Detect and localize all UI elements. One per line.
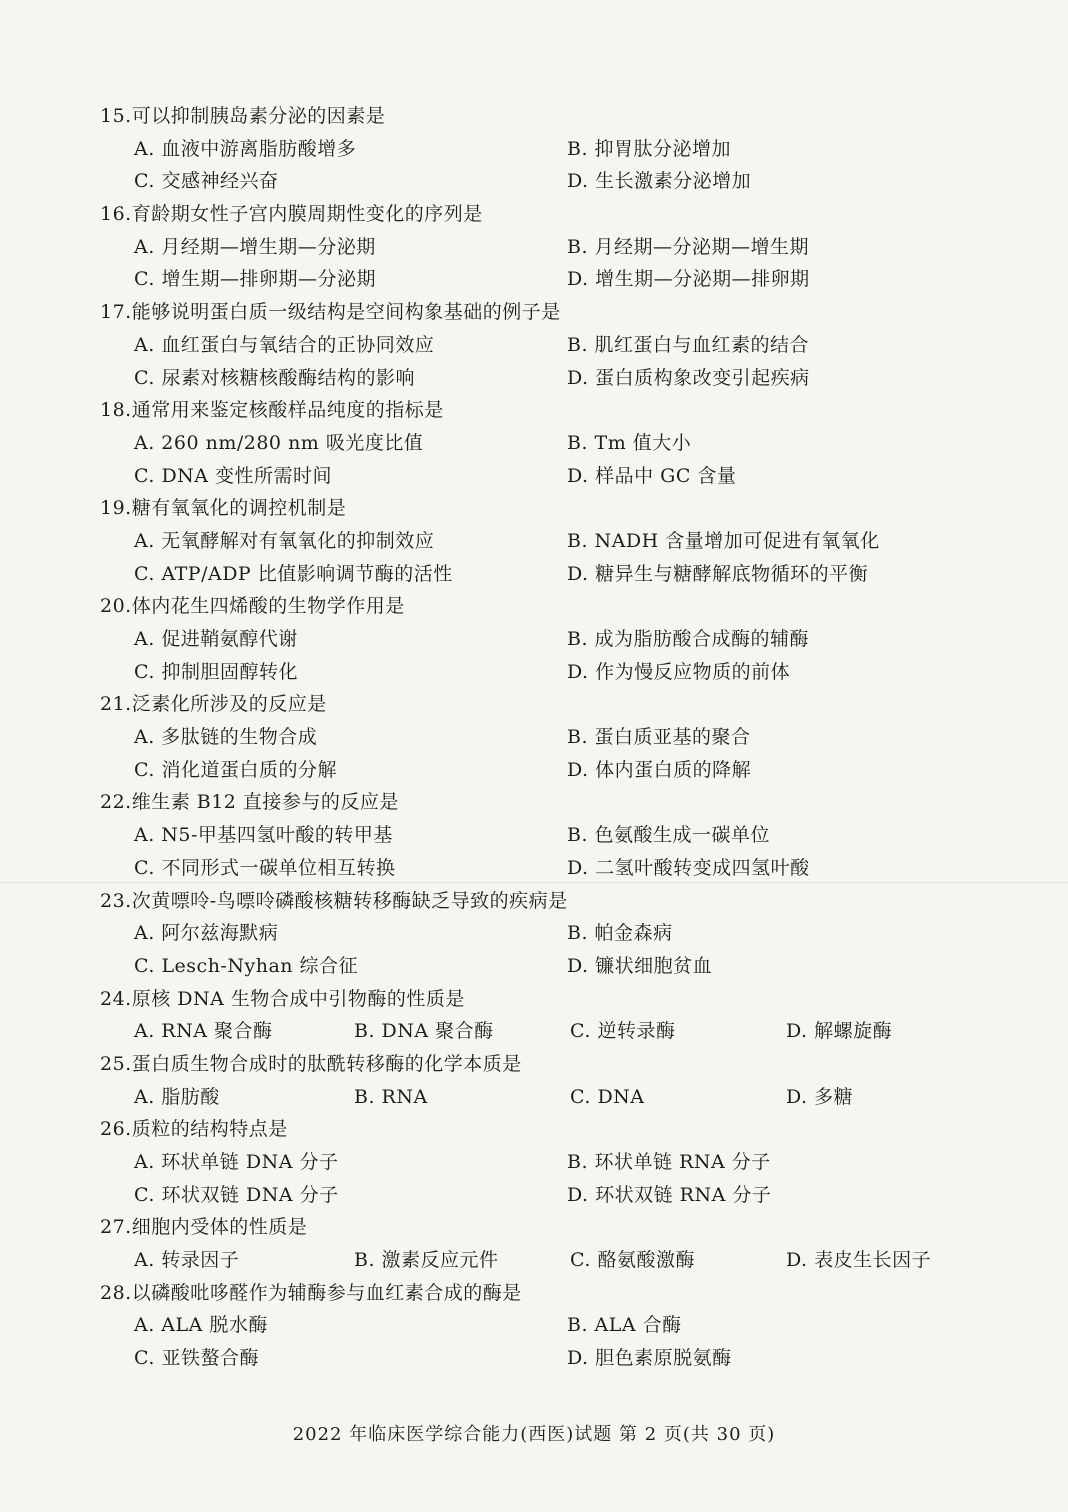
answer-option: C. 逆转录酶 <box>570 1020 676 1043</box>
answer-option: A. RNA 聚合酶 <box>134 1020 273 1043</box>
answer-option: C. 增生期—排卵期—分泌期 <box>134 268 376 291</box>
answer-option: B. 蛋白质亚基的聚合 <box>567 726 751 749</box>
option-row <box>100 754 960 787</box>
answer-option: A. 血液中游离脂肪酸增多 <box>134 137 357 160</box>
answer-option: C. 抑制胆固醇转化 <box>134 660 298 683</box>
question-item <box>100 100 960 198</box>
answer-option: B. 色氨酸生成一碳单位 <box>567 824 771 847</box>
answer-option: B. 激素反应元件 <box>354 1249 499 1272</box>
answer-option: D. 样品中 GC 含量 <box>567 464 737 487</box>
option-row <box>100 1244 960 1277</box>
answer-option: A. 阿尔兹海默病 <box>134 922 279 945</box>
option-row <box>100 819 960 852</box>
answer-option: D. 蛋白质构象改变引起疾病 <box>567 366 810 389</box>
answer-option: A. 260 nm/280 nm 吸光度比值 <box>134 431 424 454</box>
option-row <box>100 623 960 656</box>
option-row <box>100 460 960 493</box>
answer-option: A. 促进鞘氨醇代谢 <box>134 628 298 650</box>
answer-option: D. 镰状细胞贫血 <box>567 954 713 977</box>
option-row <box>100 1342 960 1375</box>
answer-option: A. 月经期—增生期—分泌期 <box>134 235 376 258</box>
question-stem: 19.糖有氧氧化的调控机制是 <box>100 497 347 520</box>
answer-option: B. 环状单链 RNA 分子 <box>567 1151 771 1173</box>
question-item <box>100 590 960 688</box>
option-row <box>100 133 960 166</box>
question-stem: 26.质粒的结构特点是 <box>100 1118 288 1141</box>
question-stem: 27.细胞内受体的性质是 <box>100 1216 308 1239</box>
question-item <box>100 492 960 590</box>
question-stem: 15.可以抑制胰岛素分泌的因素是 <box>100 105 386 127</box>
option-row <box>100 558 960 591</box>
question-stem: 16.育龄期女性子宫内膜周期性变化的序列是 <box>100 203 483 226</box>
answer-option: D. 解螺旋酶 <box>786 1020 893 1043</box>
answer-option: C. 消化道蛋白质的分解 <box>134 758 337 781</box>
answer-option: B. NADH 含量增加可促进有氧氧化 <box>567 529 880 552</box>
answer-option: C. Lesch-Nyhan 综合征 <box>134 954 359 977</box>
option-row <box>100 950 960 983</box>
answer-option: D. 体内蛋白质的降解 <box>567 758 752 781</box>
option-row <box>100 852 960 885</box>
answer-option: C. 环状双链 DNA 分子 <box>134 1183 339 1206</box>
option-row <box>100 721 960 754</box>
question-stem: 23.次黄嘌呤-鸟嘌呤磷酸核糖转移酶缺乏导致的疾病是 <box>100 889 568 912</box>
question-stem: 28.以磷酸吡哆醛作为辅酶参与血红素合成的酶是 <box>100 1281 522 1304</box>
option-row <box>100 427 960 460</box>
answer-option: D. 增生期—分泌期—排卵期 <box>567 268 810 291</box>
answer-option: C. 不同形式一碳单位相互转换 <box>134 856 396 879</box>
option-row <box>100 917 960 950</box>
answer-option: A. 环状单链 DNA 分子 <box>134 1151 339 1173</box>
question-item <box>100 296 960 394</box>
answer-option: A. 血红蛋白与氧结合的正协同效应 <box>134 333 435 356</box>
question-item <box>100 198 960 296</box>
question-stem: 18.通常用来鉴定核酸样品纯度的指标是 <box>100 399 444 422</box>
answer-option: B. RNA <box>354 1085 428 1108</box>
question-item <box>100 394 960 492</box>
option-row <box>100 1309 960 1342</box>
option-row <box>100 263 960 296</box>
answer-option: B. 抑胃肽分泌增加 <box>567 137 732 160</box>
option-row <box>100 1081 960 1114</box>
answer-option: B. 帕金森病 <box>567 922 673 945</box>
option-row <box>100 231 960 264</box>
page-footer: 2022 年临床医学综合能力(西医)试题 第 2 页(共 30 页) <box>292 1424 776 1445</box>
question-stem: 20.体内花生四烯酸的生物学作用是 <box>100 595 405 618</box>
question-list <box>100 100 960 1375</box>
answer-option: C. 亚铁螯合酶 <box>134 1347 259 1370</box>
answer-option: A. ALA 脱水酶 <box>134 1314 268 1337</box>
answer-option: D. 胆色素原脱氨酶 <box>567 1347 732 1370</box>
answer-option: C. 尿素对核糖核酸酶结构的影响 <box>134 366 415 389</box>
answer-option: C. ATP/ADP 比值影响调节酶的活性 <box>134 562 453 585</box>
question-stem: 21.泛素化所涉及的反应是 <box>100 693 327 716</box>
answer-option: B. 肌红蛋白与血红素的结合 <box>567 333 810 356</box>
answer-option: C. 酪氨酸激酶 <box>570 1249 695 1272</box>
answer-option: C. 交感神经兴奋 <box>134 170 279 193</box>
answer-option: B. 成为脂肪酸合成酶的辅酶 <box>567 628 810 650</box>
question-stem: 24.原核 DNA 生物合成中引物酶的性质是 <box>100 987 465 1010</box>
option-row <box>100 1015 960 1048</box>
option-row <box>100 525 960 558</box>
answer-option: D. 二氢叶酸转变成四氢叶酸 <box>567 856 810 879</box>
question-item <box>100 1277 960 1375</box>
answer-option: D. 作为慢反应物质的前体 <box>567 660 791 683</box>
question-stem: 22.维生素 B12 直接参与的反应是 <box>100 791 399 814</box>
option-row <box>100 329 960 362</box>
question-item <box>100 1113 960 1211</box>
option-row <box>100 1146 960 1179</box>
question-item <box>100 983 960 1048</box>
question-item <box>100 1211 960 1276</box>
answer-option: D. 环状双链 RNA 分子 <box>567 1183 772 1206</box>
answer-option: D. 糖异生与糖酵解底物循环的平衡 <box>567 562 869 585</box>
answer-option: A. N5-甲基四氢叶酸的转甲基 <box>134 824 393 847</box>
answer-option: A. 多肽链的生物合成 <box>134 726 318 749</box>
answer-option: A. 脂肪酸 <box>134 1085 220 1108</box>
answer-option: C. DNA <box>570 1085 645 1108</box>
answer-option: A. 无氧酵解对有氧氧化的抑制效应 <box>134 529 435 552</box>
option-row <box>100 165 960 198</box>
question-item <box>100 885 960 983</box>
answer-option: C. DNA 变性所需时间 <box>134 464 333 487</box>
answer-option: B. 月经期—分泌期—增生期 <box>567 235 810 258</box>
question-item <box>100 688 960 786</box>
option-row <box>100 656 960 689</box>
answer-option: D. 多糖 <box>786 1085 854 1108</box>
option-row <box>100 1179 960 1212</box>
answer-option: D. 表皮生长因子 <box>786 1249 932 1272</box>
question-item <box>100 786 960 884</box>
answer-option: B. Tm 值大小 <box>567 431 692 454</box>
question-stem: 17.能够说明蛋白质一级结构是空间构象基础的例子是 <box>100 301 561 324</box>
question-item <box>100 1048 960 1113</box>
question-stem: 25.蛋白质生物合成时的肽酰转移酶的化学本质是 <box>100 1052 522 1075</box>
answer-option: D. 生长激素分泌增加 <box>567 170 752 193</box>
option-row <box>100 362 960 395</box>
answer-option: B. DNA 聚合酶 <box>354 1020 494 1043</box>
answer-option: B. ALA 合酶 <box>567 1314 682 1337</box>
answer-option: A. 转录因子 <box>134 1249 240 1272</box>
